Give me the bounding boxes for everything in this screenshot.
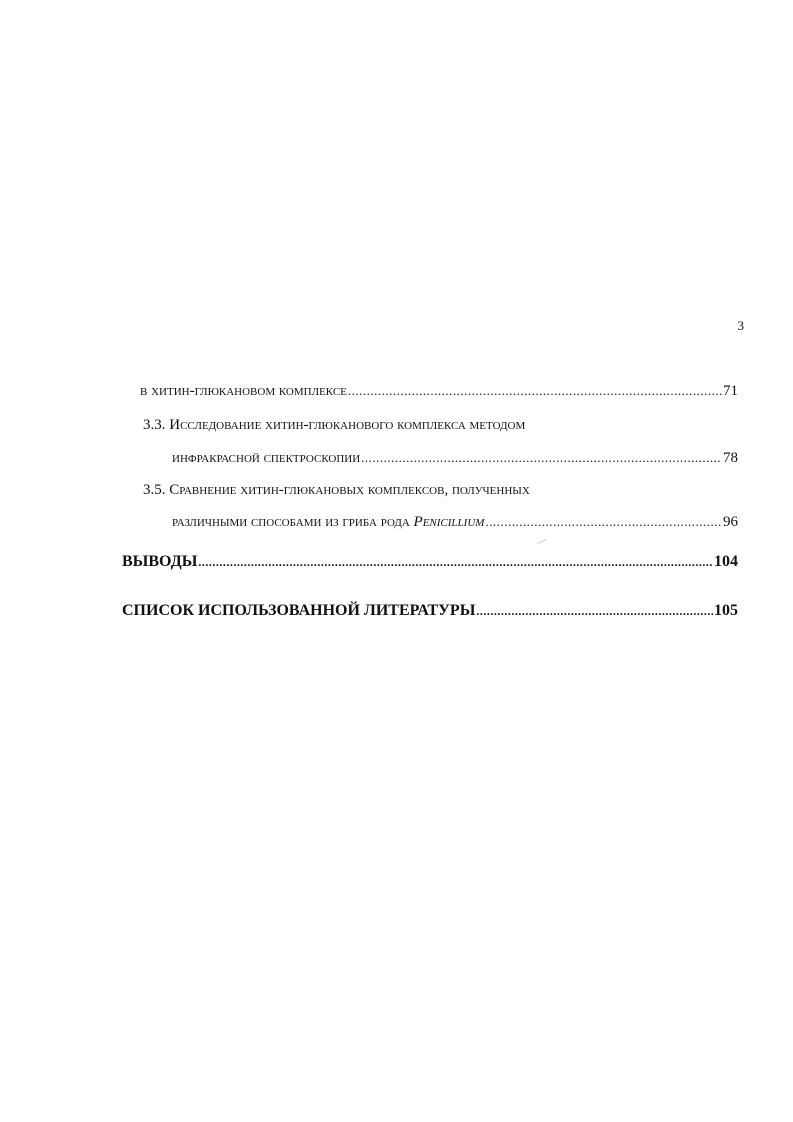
- toc-entry-label: СПИСОК ИСПОЛЬЗОВАННОЙ ЛИТЕРАТУРЫ: [122, 602, 476, 619]
- toc-page-ref: 104: [714, 553, 738, 570]
- toc-entry-heading: 3.3. Исследование хитин-глюканового комплекса методом: [143, 417, 526, 433]
- toc-entry-label: ВЫВОДЫ: [122, 553, 198, 570]
- toc-entry-line: [140, 383, 738, 400]
- toc-page-ref: 71: [723, 383, 738, 399]
- toc-entry-heading: 3.5. Сравнение хитин-глюкановых комплексов, полученных: [143, 482, 530, 498]
- toc-entry-line: [172, 514, 738, 531]
- toc-entry-line: [122, 602, 738, 620]
- toc-leader-dots: [476, 604, 713, 619]
- toc-entry-line: [172, 450, 738, 467]
- toc-leader-dots: [198, 555, 713, 570]
- toc-leader-dots: [348, 383, 722, 399]
- toc-entry-label: инфракрасной спектроскопии: [172, 450, 361, 466]
- toc-entry-label: в хитин-глюкановом комплексе: [140, 383, 347, 399]
- page-number: 3: [737, 318, 744, 333]
- toc-page-ref: 78: [723, 450, 738, 466]
- toc-entry-label: [172, 514, 484, 531]
- scan-smudge: [537, 539, 546, 544]
- toc-page-ref: 105: [714, 602, 738, 619]
- toc-page-ref: 96: [723, 514, 738, 530]
- toc-leader-dots: [361, 450, 722, 466]
- toc-entry-line: [122, 553, 738, 571]
- toc-leader-dots: [485, 514, 722, 530]
- toc-entry-label-text: различными способами из гриба рода: [172, 514, 410, 530]
- toc-entry-label-italic: Penicillium: [413, 514, 485, 530]
